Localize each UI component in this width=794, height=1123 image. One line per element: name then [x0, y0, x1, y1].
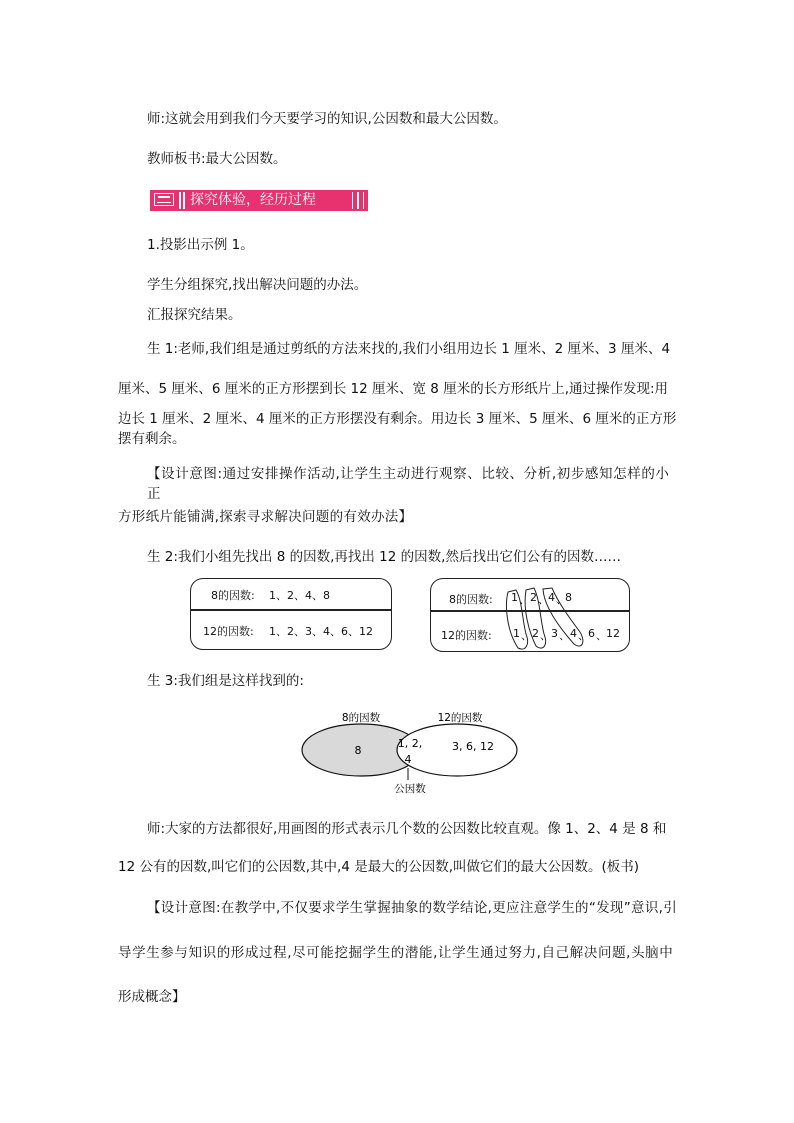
factor-8-item: 2 [530, 591, 537, 604]
design-note-1-a: 【设计意图:通过安排操作活动,让学生主动进行观察、比较、分析,初步感知怎样的小正 [147, 466, 670, 502]
circled-factor-label-8: 8的因数: [449, 593, 493, 606]
venn-left-only: 8 [354, 744, 362, 757]
venn-right-only: 3, 6, 12 [452, 740, 494, 753]
venn-common-bottom: 4 [404, 753, 412, 766]
teacher-summary-b: 12 公有的因数,叫它们的公因数,其中,4 是最大的公因数,叫做它们的最大公因数。(板书) [118, 859, 640, 875]
venn-diagram [298, 708, 538, 798]
design-note-2-b: 导学生参与知识的形成过程,尽可能挖掘学生的潜能,让学生通过努力,自己解决问题,头脑中 [118, 945, 674, 961]
student-3-line: 生 3:我们组是这样找到的: [147, 673, 304, 689]
banner-stripes-icon [348, 192, 365, 216]
venn-right-label: 12的因数 [437, 712, 483, 724]
design-note-2-a: 【设计意图:在教学中,不仅要求学生掌握抽象的数学结论,更应注意学生的“发现”意识,引 [147, 900, 678, 916]
teacher-summary-a: 师:大家的方法都很好,用画图的形式表示几个数的公因数比较直观。像 1、2、4 是 8 和 [147, 821, 667, 837]
venn-left-label: 8的因数 [341, 712, 381, 724]
teacher-board-line: 教师板书:最大公因数。 [147, 151, 287, 167]
factor-8-item: 8 [565, 591, 572, 604]
section-banner [150, 190, 368, 211]
design-note-2-c: 形成概念】 [118, 989, 186, 1005]
step-1-line: 1.投影出示例 1。 [147, 237, 254, 253]
group-explore-line: 学生分组探究,找出解决问题的办法。 [147, 277, 368, 293]
factor-12-item: 6 [588, 627, 595, 640]
section-title: 探究体验，经历过程 [190, 192, 316, 208]
factor-8-item: 1 [511, 591, 518, 604]
design-note-1-b: 方形纸片能铺满,探索寻求解决问题的有效办法】 [118, 509, 413, 525]
student-1-line-a: 生 1:老师,我们组是通过剪纸的方法来找的,我们小组用边长 1 厘米、2 厘米、3 厘米、4 [147, 341, 671, 357]
student-1-line-d: 摆有剩余。 [118, 431, 186, 447]
factor-12-item: 1 [513, 627, 520, 640]
venn-bottom-label: 公因数 [394, 783, 426, 795]
factor-12-item: 2 [532, 627, 539, 640]
factor-12-item: 3 [551, 627, 558, 640]
student-1-line-c: 边长 1 厘米、2 厘米、4 厘米的正方形摆没有剩余。用边长 3 厘米、5 厘米、6 厘米的正方形 [118, 411, 677, 427]
section-number-icon [154, 193, 174, 206]
student-2-line: 生 2:我们小组先找出 8 的因数,再找出 12 的因数,然后找出它们公有的因数…… [147, 549, 621, 565]
teacher-line-1: 师:这就会用到我们今天要学习的知识,公因数和最大公因数。 [147, 111, 507, 127]
circled-factor-label-12: 12的因数: [441, 629, 492, 642]
factors-of-8: 1、2、4、8 [269, 589, 330, 602]
factor-12-item: 12 [606, 627, 620, 640]
student-1-line-b: 厘米、5 厘米、6 厘米的正方形摆到长 12 厘米、宽 8 厘米的长方形纸片上,通过操作发现:用 [118, 381, 669, 397]
circled-factor-box: 8的因数: 12的因数: 1 、 2 、 4 、 8 1 、 2 、 3 、 4 、 6 、 12 [430, 578, 630, 652]
factor-label-12: 12的因数: [203, 625, 254, 638]
factor-8-item: 4 [548, 591, 555, 604]
factors-of-12: 1、2、3、4、6、12 [269, 625, 373, 638]
factor-list-box [190, 578, 392, 650]
factor-12-item: 4 [570, 627, 577, 640]
venn-common-top: 1, 2, [397, 737, 423, 750]
report-line: 汇报探究结果。 [147, 307, 242, 323]
factor-label-8: 8的因数: [211, 589, 255, 602]
common-factor-loops [430, 578, 630, 652]
